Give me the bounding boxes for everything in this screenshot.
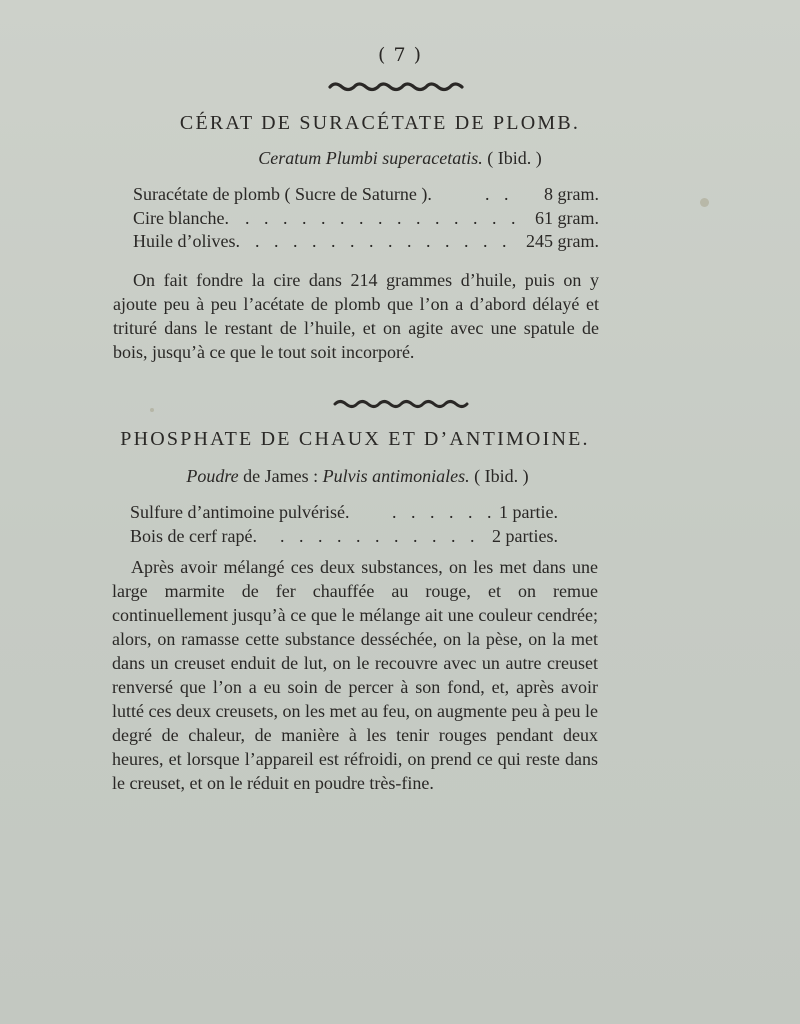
ornament-divider-icon bbox=[330, 396, 470, 412]
ingredient-name: Suracétate de plomb ( Sucre de Saturne ). bbox=[133, 184, 432, 204]
ingredient-list bbox=[133, 184, 599, 255]
instructions-paragraph: On fait fondre la cire dans 214 grammes d’huile, puis on y ajoute peu à peu l’acétate de plomb que l’on a d’abord délayé et trituré dans le restant de l’huile, et on agite avec une spatule de bois, jusqu’à ce que le tout soit incorporé. bbox=[113, 270, 599, 362]
ingredient-name: Huile d’olives. bbox=[133, 231, 240, 251]
ingredient-row bbox=[133, 208, 599, 232]
ingredient-row bbox=[130, 502, 558, 526]
ingredient-quantity: 2 parties. bbox=[492, 525, 558, 546]
ingredient-name: Cire blanche. bbox=[133, 207, 229, 228]
subtitle-word: de James : bbox=[243, 466, 319, 486]
ingredient-name: Sulfure d’antimoine pulvérisé. bbox=[130, 502, 350, 522]
section-subtitle bbox=[50, 148, 750, 169]
section-title: CÉRAT DE SURACÉTATE DE PLOMB. bbox=[179, 112, 581, 134]
leader-dots: . . . . . . . . . . . . . . bbox=[255, 231, 512, 251]
ingredient-row bbox=[133, 184, 599, 208]
leader-dots: . . . . . . bbox=[392, 502, 497, 522]
ingredient-quantity: 1 partie. bbox=[499, 502, 558, 522]
page-number: ( 7 ) bbox=[378, 44, 422, 66]
ingredient-quantity: 61 gram. bbox=[535, 207, 599, 228]
ingredient-quantity: 245 gram. bbox=[526, 231, 599, 251]
ingredient-name: Bois de cerf rapé. bbox=[130, 525, 257, 546]
latin-name: Ceratum Plumbi superacetatis. bbox=[258, 148, 483, 168]
source-reference: ( Ibid. ) bbox=[487, 148, 542, 168]
instructions-paragraph: Après avoir mélangé ces deux substances, on les met dans une large marmite de fer chauffée au rouge, et on remue continuellement jusqu’à ce que le mélange ait une couleur cendrée; alors, on ramasse cette substance desséchée, on la pèse, on la met dans un creuset enduit de lut, on le recouvre avec un autre creuset renversé que l’on a eu soin de percer à son fond, et, après avoir lutté ces deux creusets, on les met au feu, on augmente peu à peu le degré de chaleur, de manière à les tenir rouges pendant deux heures, et lorsque l’appareil est réfroidi, on prend ce qui reste dans le creuset, et on le réduit en poudre très-fine. bbox=[112, 557, 598, 793]
leader-dots: . . . . . . . . . . . bbox=[280, 525, 480, 546]
ingredient-row bbox=[130, 526, 558, 550]
subtitle-word: Poudre bbox=[186, 466, 239, 486]
section-subtitle bbox=[0, 466, 715, 487]
section-title: PHOSPHATE DE CHAUX ET D’ANTIMOINE. bbox=[120, 428, 590, 450]
leader-dots: . . bbox=[485, 184, 514, 204]
paper-stain bbox=[700, 198, 709, 207]
source-reference: ( Ibid. ) bbox=[474, 466, 529, 486]
paper-stain bbox=[150, 408, 154, 412]
leader-dots: . . . . . . . . . . . . . . . bbox=[245, 207, 521, 228]
latin-name: Pulvis antimoniales. bbox=[322, 466, 470, 486]
ingredient-quantity: 8 gram. bbox=[544, 184, 599, 204]
ingredient-row bbox=[133, 231, 599, 255]
ornament-divider-icon bbox=[325, 78, 475, 96]
ingredient-list bbox=[130, 502, 558, 549]
